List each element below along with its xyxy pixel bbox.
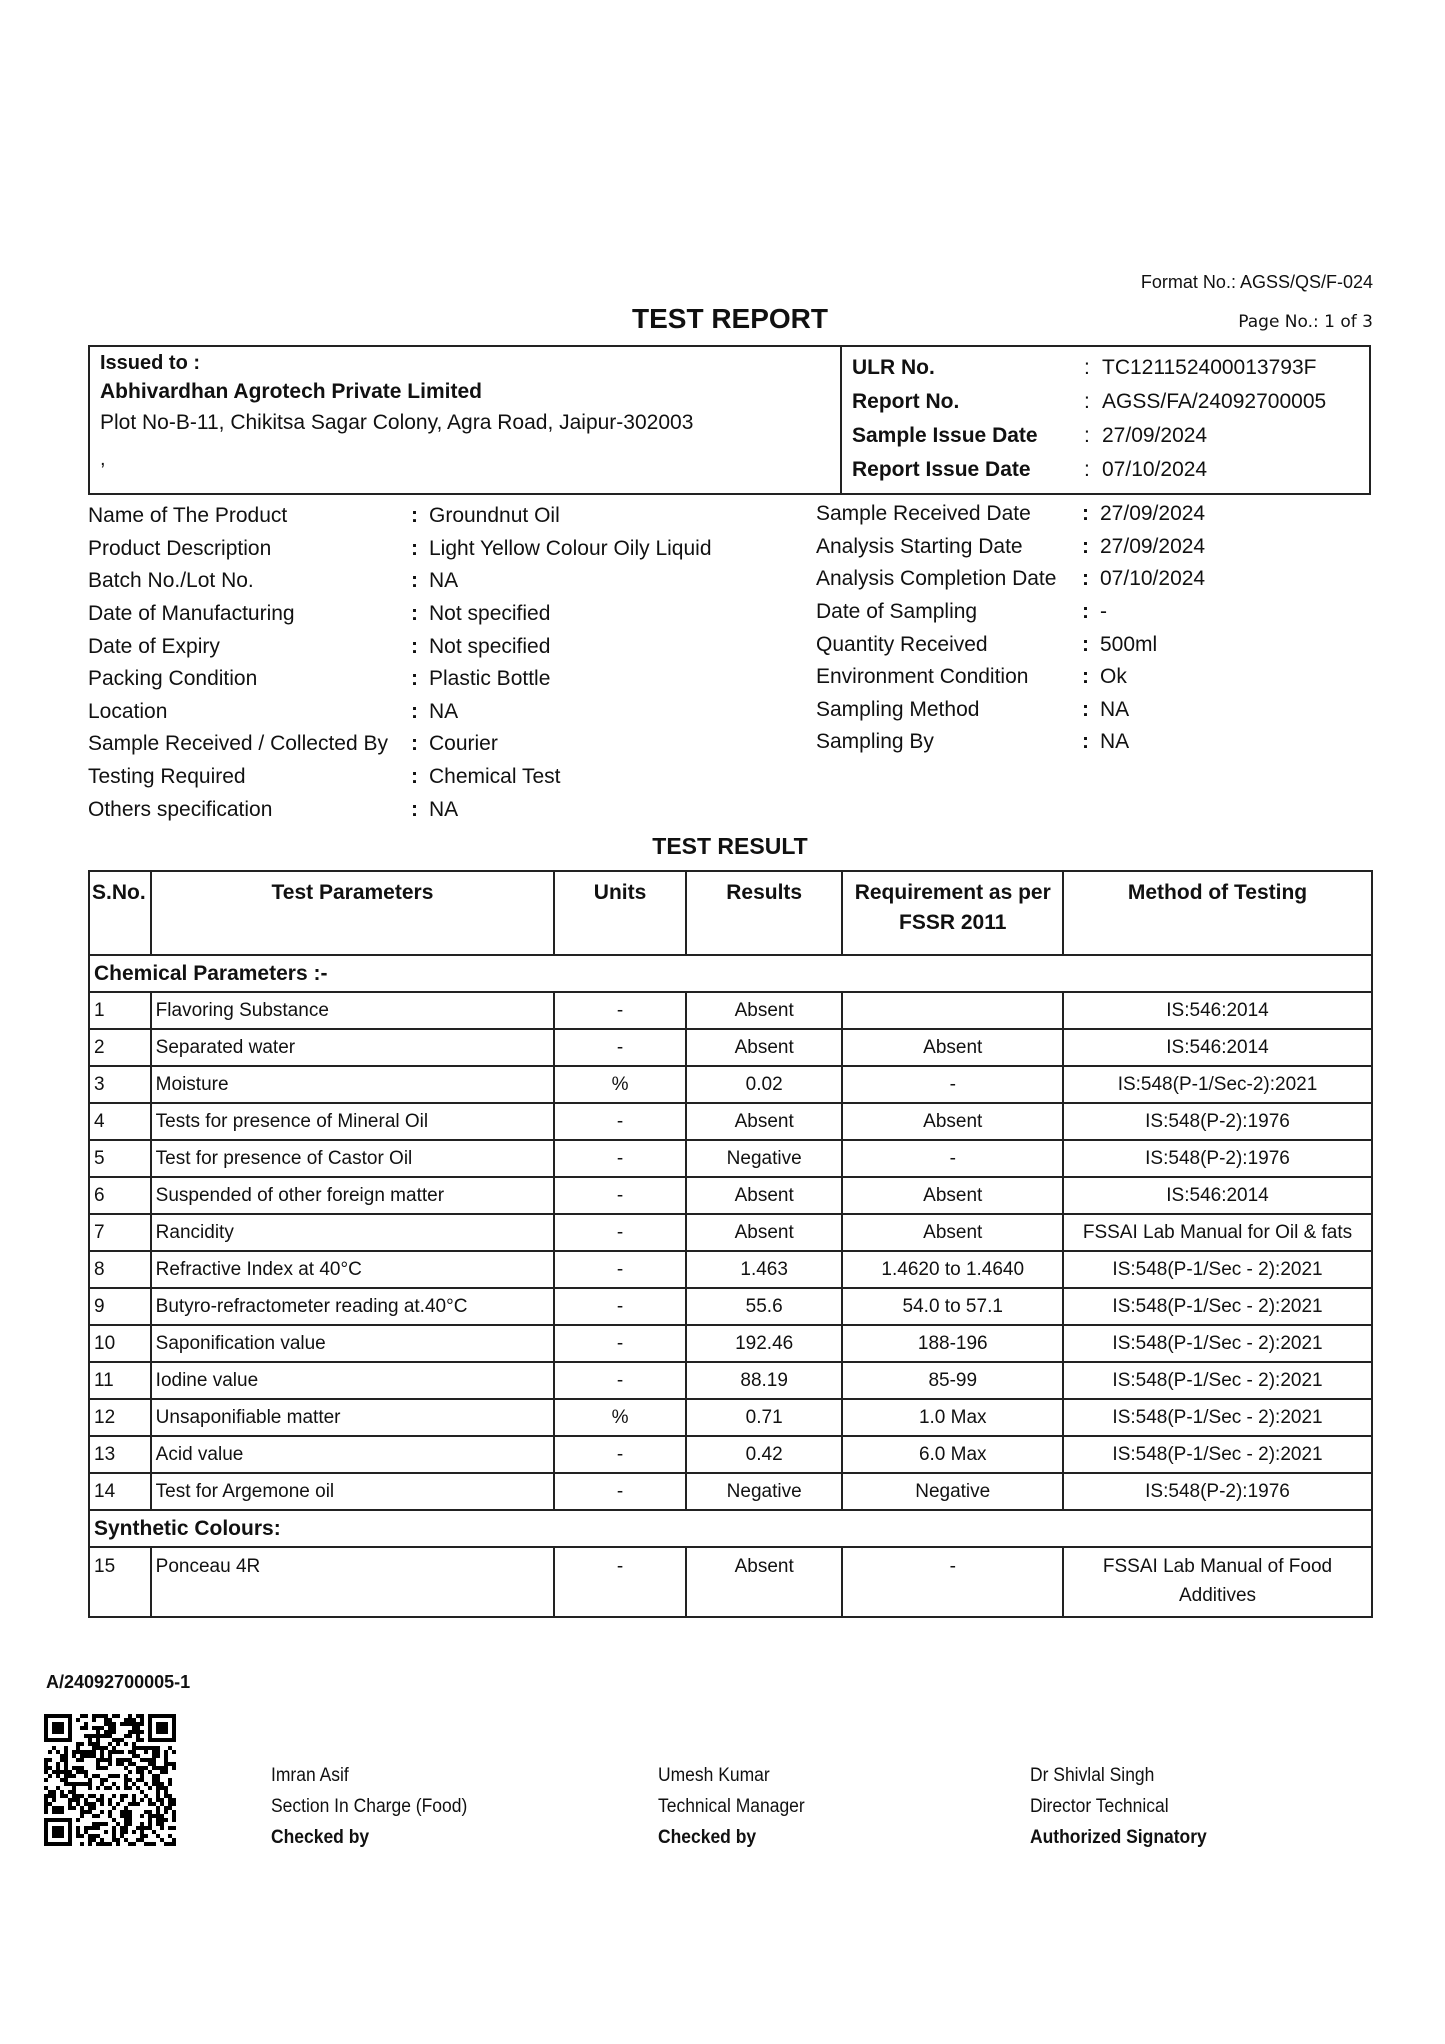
separator: : bbox=[411, 732, 418, 756]
info-value: NA bbox=[429, 569, 459, 593]
info-row bbox=[88, 533, 808, 566]
info-key: Packing Condition bbox=[88, 667, 258, 691]
cell-result: Negative bbox=[686, 1473, 843, 1510]
info-row bbox=[816, 628, 1376, 661]
cell-units: - bbox=[554, 1325, 686, 1362]
separator: : bbox=[1082, 665, 1089, 689]
cell-sno: 1 bbox=[89, 992, 151, 1029]
info-row bbox=[88, 598, 808, 631]
cell-method: IS:548(P-2):1976 bbox=[1063, 1103, 1372, 1140]
cell-requirement: 54.0 to 57.1 bbox=[842, 1288, 1063, 1325]
separator: : bbox=[1082, 502, 1089, 526]
info-value: NA bbox=[1100, 697, 1130, 721]
cell-parameter: Unsaponifiable matter bbox=[151, 1399, 555, 1436]
table-row bbox=[89, 1325, 1372, 1362]
cell-requirement bbox=[842, 992, 1063, 1029]
signatory-technical-manager bbox=[658, 1760, 805, 1853]
info-key: Sampling Method bbox=[816, 697, 980, 721]
cell-requirement: 1.4620 to 1.4640 bbox=[842, 1251, 1063, 1288]
col-sno: S.No. bbox=[89, 871, 151, 955]
info-key: Batch No./Lot No. bbox=[88, 569, 254, 593]
page-title: TEST REPORT bbox=[631, 303, 828, 334]
cell-sno: 15 bbox=[89, 1547, 151, 1617]
cell-method: IS:546:2014 bbox=[1063, 992, 1372, 1029]
signatory-designation: Director Technical bbox=[1030, 1796, 1169, 1817]
cell-result: Absent bbox=[686, 1029, 843, 1066]
signatory-director bbox=[1030, 1760, 1207, 1853]
col-method: Method of Testing bbox=[1063, 871, 1372, 955]
separator: : bbox=[1082, 600, 1089, 624]
cell-method: IS:548(P-1/Sec - 2):2021 bbox=[1063, 1251, 1372, 1288]
table-row bbox=[89, 1140, 1372, 1177]
info-value: Not specified bbox=[429, 634, 551, 658]
section-row bbox=[89, 955, 1372, 992]
cell-requirement: 188-196 bbox=[842, 1325, 1063, 1362]
info-row bbox=[816, 563, 1376, 596]
info-row bbox=[816, 531, 1376, 564]
cell-parameter: Rancidity bbox=[151, 1214, 555, 1251]
cell-sno: 4 bbox=[89, 1103, 151, 1140]
cell-method: IS:548(P-1/Sec - 2):2021 bbox=[1063, 1325, 1372, 1362]
cell-result: 0.42 bbox=[686, 1436, 843, 1473]
address-extra: , bbox=[100, 448, 106, 470]
cell-result: 88.19 bbox=[686, 1362, 843, 1399]
signatory-designation: Section In Charge (Food) bbox=[271, 1796, 468, 1817]
table-header-row bbox=[89, 871, 1372, 955]
section-heading: Chemical Parameters :- bbox=[89, 955, 1372, 992]
info-key: Date of Manufacturing bbox=[88, 602, 295, 626]
cell-result: 0.71 bbox=[686, 1399, 843, 1436]
report-header-box bbox=[88, 345, 1371, 495]
table-row bbox=[89, 1251, 1372, 1288]
separator: : bbox=[411, 569, 418, 593]
cell-requirement: Absent bbox=[842, 1029, 1063, 1066]
sample-info-left bbox=[88, 500, 808, 826]
table-row bbox=[89, 1029, 1372, 1066]
meta-key: ULR No. bbox=[852, 356, 935, 379]
cell-sno: 6 bbox=[89, 1177, 151, 1214]
cell-units: - bbox=[554, 1251, 686, 1288]
cell-method: IS:548(P-1/Sec-2):2021 bbox=[1063, 1066, 1372, 1103]
cell-units: - bbox=[554, 992, 686, 1029]
signatory-name: Umesh Kumar bbox=[658, 1765, 770, 1786]
results-table bbox=[88, 870, 1373, 1618]
table-row bbox=[89, 1288, 1372, 1325]
company-address: Plot No-B-11, Chikitsa Sagar Colony, Agra Road, Jaipur-302003 bbox=[100, 411, 694, 434]
info-value: 27/09/2024 bbox=[1100, 502, 1206, 526]
page-number: Page No.: 1 of 3 bbox=[1238, 312, 1373, 332]
cell-units: - bbox=[554, 1436, 686, 1473]
cell-method: IS:548(P-1/Sec - 2):2021 bbox=[1063, 1436, 1372, 1473]
cell-units: - bbox=[554, 1177, 686, 1214]
report-issue-date: 07/10/2024 bbox=[1102, 458, 1208, 481]
info-key: Quantity Received bbox=[816, 632, 988, 656]
table-row bbox=[89, 1177, 1372, 1214]
info-key: Date of Expiry bbox=[88, 634, 220, 658]
cell-requirement: 85-99 bbox=[842, 1362, 1063, 1399]
info-key: Environment Condition bbox=[816, 665, 1029, 689]
separator: : bbox=[1082, 697, 1089, 721]
info-key: Name of The Product bbox=[88, 504, 288, 528]
cell-method: FSSAI Lab Manual for Oil & fats bbox=[1063, 1214, 1372, 1251]
signatory-designation: Technical Manager bbox=[658, 1796, 805, 1817]
info-row bbox=[816, 596, 1376, 629]
test-result-title: TEST RESULT bbox=[652, 833, 808, 859]
cell-result: Absent bbox=[686, 992, 843, 1029]
cell-units: - bbox=[554, 1214, 686, 1251]
cell-sno: 8 bbox=[89, 1251, 151, 1288]
table-row bbox=[89, 1103, 1372, 1140]
info-value: Not specified bbox=[429, 602, 551, 626]
sample-issue-date: 27/09/2024 bbox=[1102, 424, 1208, 447]
info-row bbox=[88, 565, 808, 598]
info-row bbox=[816, 498, 1376, 531]
meta-row-ulr bbox=[852, 351, 1359, 385]
table-row bbox=[89, 1362, 1372, 1399]
table-row bbox=[89, 1399, 1372, 1436]
cell-requirement: Negative bbox=[842, 1473, 1063, 1510]
info-key: Location bbox=[88, 699, 168, 723]
meta-key: Sample Issue Date bbox=[852, 424, 1038, 447]
cell-method: IS:546:2014 bbox=[1063, 1029, 1372, 1066]
meta-key: Report Issue Date bbox=[852, 458, 1031, 481]
sample-info-right bbox=[816, 498, 1376, 759]
col-test-parameters: Test Parameters bbox=[151, 871, 555, 955]
table-row bbox=[89, 1066, 1372, 1103]
issued-to-block bbox=[90, 347, 842, 493]
cell-result: Absent bbox=[686, 1547, 843, 1617]
reference-code: A/24092700005-1 bbox=[46, 1672, 191, 1692]
qr-code-icon bbox=[44, 1714, 176, 1846]
table-row bbox=[89, 992, 1372, 1029]
cell-units: - bbox=[554, 1140, 686, 1177]
table-row bbox=[89, 1214, 1372, 1251]
cell-sno: 11 bbox=[89, 1362, 151, 1399]
cell-parameter: Iodine value bbox=[151, 1362, 555, 1399]
meta-row-sample-issue-date bbox=[852, 419, 1359, 453]
info-row bbox=[88, 663, 808, 696]
info-value: NA bbox=[429, 797, 459, 821]
cell-sno: 7 bbox=[89, 1214, 151, 1251]
cell-result: 0.02 bbox=[686, 1066, 843, 1103]
meta-row-report-no bbox=[852, 385, 1359, 419]
cell-sno: 5 bbox=[89, 1140, 151, 1177]
info-value: 27/09/2024 bbox=[1100, 534, 1206, 558]
cell-parameter: Saponification value bbox=[151, 1325, 555, 1362]
separator: : bbox=[411, 667, 418, 691]
issued-to-label: Issued to : bbox=[100, 352, 201, 374]
info-value: Groundnut Oil bbox=[429, 504, 560, 528]
cell-units: - bbox=[554, 1547, 686, 1617]
cell-result: 55.6 bbox=[686, 1288, 843, 1325]
info-key: Product Description bbox=[88, 536, 272, 560]
cell-method: IS:546:2014 bbox=[1063, 1177, 1372, 1214]
cell-method: IS:548(P-2):1976 bbox=[1063, 1473, 1372, 1510]
info-row bbox=[816, 694, 1376, 727]
info-key: Sample Received / Collected By bbox=[88, 732, 388, 756]
separator: : bbox=[1084, 424, 1090, 447]
cell-sno: 13 bbox=[89, 1436, 151, 1473]
cell-parameter: Flavoring Substance bbox=[151, 992, 555, 1029]
separator: : bbox=[1084, 458, 1090, 481]
cell-requirement: Absent bbox=[842, 1177, 1063, 1214]
info-value: NA bbox=[1100, 730, 1130, 754]
separator: : bbox=[1082, 730, 1089, 754]
separator: : bbox=[411, 536, 418, 560]
cell-sno: 9 bbox=[89, 1288, 151, 1325]
cell-sno: 10 bbox=[89, 1325, 151, 1362]
cell-parameter: Tests for presence of Mineral Oil bbox=[151, 1103, 555, 1140]
separator: : bbox=[411, 699, 418, 723]
info-value: Chemical Test bbox=[429, 765, 561, 789]
signatory-name: Imran Asif bbox=[271, 1765, 349, 1786]
info-row bbox=[88, 761, 808, 794]
info-row bbox=[88, 500, 808, 533]
info-row bbox=[88, 728, 808, 761]
col-requirement: Requirement as per FSSR 2011 bbox=[842, 871, 1063, 955]
info-value: Courier bbox=[429, 732, 498, 756]
signatory-role: Checked by bbox=[271, 1827, 370, 1848]
info-key: Analysis Starting Date bbox=[816, 534, 1023, 558]
cell-requirement: Absent bbox=[842, 1103, 1063, 1140]
cell-method: FSSAI Lab Manual of Food Additives bbox=[1063, 1547, 1372, 1617]
info-key: Sample Received Date bbox=[816, 502, 1031, 526]
report-number: AGSS/FA/24092700005 bbox=[1102, 390, 1327, 413]
cell-parameter: Moisture bbox=[151, 1066, 555, 1103]
report-meta-block bbox=[842, 347, 1369, 493]
cell-requirement: Absent bbox=[842, 1214, 1063, 1251]
cell-parameter: Ponceau 4R bbox=[151, 1547, 555, 1617]
cell-result: Absent bbox=[686, 1177, 843, 1214]
cell-method: IS:548(P-1/Sec - 2):2021 bbox=[1063, 1362, 1372, 1399]
cell-parameter: Separated water bbox=[151, 1029, 555, 1066]
cell-requirement: - bbox=[842, 1547, 1063, 1617]
signatory-name: Dr Shivlal Singh bbox=[1030, 1765, 1155, 1786]
info-row bbox=[88, 793, 808, 826]
cell-parameter: Suspended of other foreign matter bbox=[151, 1177, 555, 1214]
info-key: Sampling By bbox=[816, 730, 934, 754]
info-row bbox=[816, 726, 1376, 759]
cell-method: IS:548(P-2):1976 bbox=[1063, 1140, 1372, 1177]
separator: : bbox=[411, 634, 418, 658]
separator: : bbox=[1082, 567, 1089, 591]
cell-sno: 14 bbox=[89, 1473, 151, 1510]
cell-result: 1.463 bbox=[686, 1251, 843, 1288]
signatory-role: Checked by bbox=[658, 1827, 757, 1848]
cell-sno: 12 bbox=[89, 1399, 151, 1436]
info-value: 500ml bbox=[1100, 632, 1158, 656]
info-key: Date of Sampling bbox=[816, 600, 978, 624]
info-key: Others specification bbox=[88, 797, 273, 821]
section-heading: Synthetic Colours: bbox=[89, 1510, 1372, 1547]
cell-requirement: 1.0 Max bbox=[842, 1399, 1063, 1436]
col-results: Results bbox=[686, 871, 843, 955]
col-units: Units bbox=[554, 871, 686, 955]
cell-sno: 2 bbox=[89, 1029, 151, 1066]
cell-units: - bbox=[554, 1103, 686, 1140]
cell-method: IS:548(P-1/Sec - 2):2021 bbox=[1063, 1288, 1372, 1325]
section-row bbox=[89, 1510, 1372, 1547]
table-row bbox=[89, 1436, 1372, 1473]
cell-units: % bbox=[554, 1066, 686, 1103]
info-row bbox=[88, 696, 808, 729]
table-row bbox=[89, 1547, 1372, 1617]
separator: : bbox=[411, 504, 418, 528]
info-row bbox=[816, 661, 1376, 694]
cell-units: - bbox=[554, 1029, 686, 1066]
table-row bbox=[89, 1473, 1372, 1510]
cell-result: Absent bbox=[686, 1214, 843, 1251]
separator: : bbox=[1082, 632, 1089, 656]
cell-requirement: - bbox=[842, 1066, 1063, 1103]
cell-parameter: Acid value bbox=[151, 1436, 555, 1473]
company-name: Abhivardhan Agrotech Private Limited bbox=[100, 380, 482, 403]
separator: : bbox=[1084, 356, 1090, 379]
cell-requirement: 6.0 Max bbox=[842, 1436, 1063, 1473]
meta-row-report-issue-date bbox=[852, 453, 1359, 487]
cell-result: Negative bbox=[686, 1140, 843, 1177]
separator: : bbox=[411, 602, 418, 626]
meta-key: Report No. bbox=[852, 390, 960, 413]
info-value: 07/10/2024 bbox=[1100, 567, 1206, 591]
cell-sno: 3 bbox=[89, 1066, 151, 1103]
signatory-role: Authorized Signatory bbox=[1030, 1827, 1207, 1848]
info-value: NA bbox=[429, 699, 459, 723]
info-value: Light Yellow Colour Oily Liquid bbox=[429, 536, 712, 560]
info-key: Testing Required bbox=[88, 765, 246, 789]
cell-parameter: Refractive Index at 40°C bbox=[151, 1251, 555, 1288]
cell-parameter: Test for Argemone oil bbox=[151, 1473, 555, 1510]
info-row bbox=[88, 630, 808, 663]
format-number: Format No.: AGSS/QS/F-024 bbox=[1140, 272, 1373, 292]
info-value: Ok bbox=[1100, 665, 1127, 689]
info-value: Plastic Bottle bbox=[429, 667, 551, 691]
signatory-section-in-charge bbox=[271, 1760, 467, 1853]
cell-parameter: Butyro-refractometer reading at.40°C bbox=[151, 1288, 555, 1325]
cell-result: Absent bbox=[686, 1103, 843, 1140]
cell-units: % bbox=[554, 1399, 686, 1436]
separator: : bbox=[1084, 390, 1090, 413]
cell-units: - bbox=[554, 1473, 686, 1510]
info-value: - bbox=[1100, 600, 1107, 624]
cell-parameter: Test for presence of Castor Oil bbox=[151, 1140, 555, 1177]
cell-requirement: - bbox=[842, 1140, 1063, 1177]
cell-method: IS:548(P-1/Sec - 2):2021 bbox=[1063, 1399, 1372, 1436]
info-key: Analysis Completion Date bbox=[816, 567, 1057, 591]
separator: : bbox=[1082, 534, 1089, 558]
ulr-number: TC121152400013793F bbox=[1102, 356, 1317, 379]
separator: : bbox=[411, 765, 418, 789]
cell-units: - bbox=[554, 1288, 686, 1325]
cell-result: 192.46 bbox=[686, 1325, 843, 1362]
separator: : bbox=[411, 797, 418, 821]
cell-units: - bbox=[554, 1362, 686, 1399]
